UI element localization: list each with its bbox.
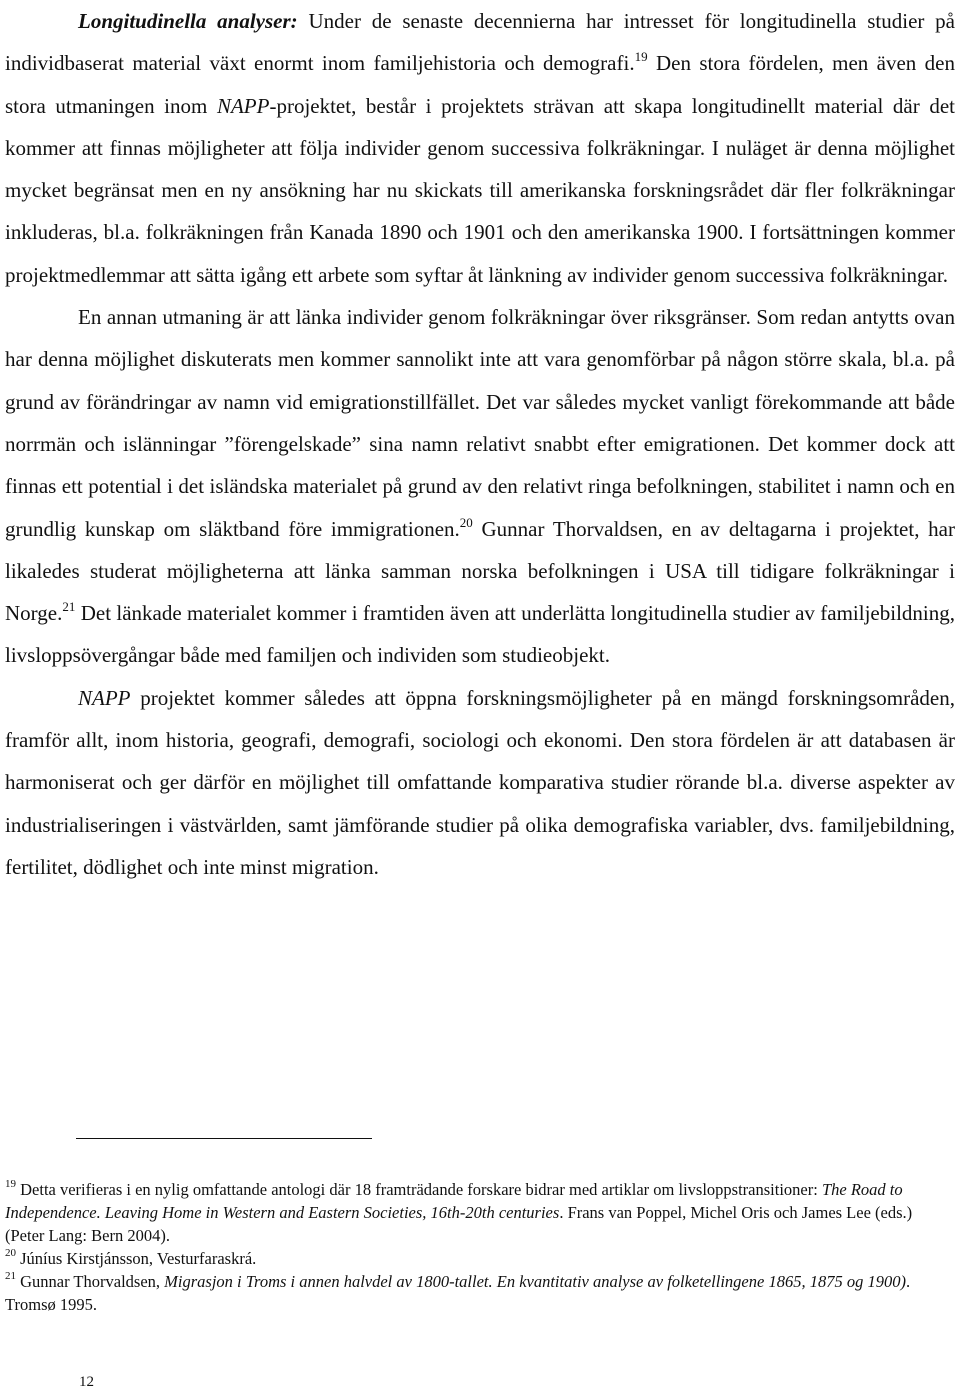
footnote-ref-21[interactable]: 21 [62, 599, 76, 615]
book-title: Migrasjon i Troms i annen halvdel av 1800-tallet. En kvantitativ analyse av folketellingene 1865, 1875 og 1900) [164, 1272, 906, 1291]
footnote-ref-20[interactable]: 20 [459, 514, 473, 530]
footnote-20: $^{20}$ Júníus Kirstjánsson, Vesturfaraskrá. [5, 1246, 257, 1268]
footnote-number: 21 [5, 1269, 16, 1282]
footnote-number: 19 [5, 1177, 16, 1190]
page-number: 12 [79, 1374, 94, 1390]
footnote-separator [76, 1138, 372, 1139]
body-text [5, 0, 955, 888]
napp-term: NAPP [78, 685, 131, 710]
napp-term: NAPP [216, 93, 270, 118]
footnotes [5, 1178, 945, 1316]
paragraph-cross-border-linking: En annan utmaning är att länka individer genom folkräkningar över riksgränser. Som redan antytts ovan har denna möjlighet diskuterats men kommer sannolikt inte att vara genomförbar på någon större skala, bl.a. på grund av förändringar av namn vid emigrationstillfället. Det var således mycket vanligt förekommande att både norrmän och islänningar ”förengelskade” sina namn relativt snabbt efter emigrationen. Det kommer dock att finnas ett potential i det isländska materialet på grund av den relativt ringa befolkningen, stabilitet i namn och en grundlig kunskap om släktband före immigrationen.$^{20}$ Gunnar Thorvaldsen, en av deltagarna i projektet, har likaledes studerat möjligheterna att länka samman norska befolkningen i USA till tidigare folkräkningar i Norge.$^{21}$ Det länkade materialet kommer i framtiden även att underlätta longitudinella studier av familjebildning, livsloppsövergångar både med familjen och individen som studieobjekt. [5, 305, 955, 668]
footnote-21: $^{21}$ Gunnar Thorvaldsen, Migrasjon i Troms i annen halvdel av 1800-tallet. En kvantitativ analyse av folketellingene 1865, 1875 og 1900). Tromsø 1995. [5, 1269, 911, 1314]
footnote-ref-19[interactable]: 19 [634, 49, 648, 65]
footnote-number: 20 [5, 1246, 16, 1259]
paragraph-longitudinal-analyses: Longitudinella analyser: Under de senaste decennierna har intresset för longitudinella studier på individbaserat material växt enormt inom familjehistoria och demografi.$^{19}$ Den stora fördelen, men även den stora utmaningen inom NAPP-projektet, består i projektets strävan att skapa longitudinellt material där det kommer att finnas möjligheter att följa individer genom successiva folkräkningar. I nuläget är denna möjlighet mycket begränsat men en ny ansökning har nu skickats till amerikanska forskningsrådet där fler folkräkningar inkluderas, bl.a. folkräkningen från Kanada 1890 och 1901 och den amerikanska 1900. I fortsättningen kommer projektmedlemmar att sätta igång ett arbete som syftar åt länkning av individer genom successiva folkräkningar. [5, 9, 956, 287]
footnote-19: $^{19}$ Detta verifieras i en nylig omfattande antologi där 18 framträdande forskare bidrar med artiklar om livsloppstransitioner: The Road to Independence. Leaving Home in Western and Eastern Societies, 16th-20th centuries. Frans van Poppel, Michel Oris och James Lee (eds.) (Peter Lang: Bern 2004). [5, 1177, 913, 1245]
book-title: The Road to Independence. Leaving Home in Western and Eastern Societies, 16th-20th centuries [5, 1180, 903, 1222]
paragraph-napp-opportunities: NAPP projektet kommer således att öppna forskningsmöjligheter på en mängd forskningsområden, framför allt, inom historia, geografi, demografi, sociologi och ekonomi. Den stora fördelen är att databasen är harmoniserat och ger därför en möjlighet till omfattande komparativa studier rörande bl.a. diverse aspekter av industrialiseringen i västvärlden, samt jämförande studier på olika demografiska variabler, dvs. familjebildning, fertilitet, dödlighet och inte minst migration. [5, 685, 955, 879]
section-heading: Longitudinella analyser: [78, 9, 298, 33]
